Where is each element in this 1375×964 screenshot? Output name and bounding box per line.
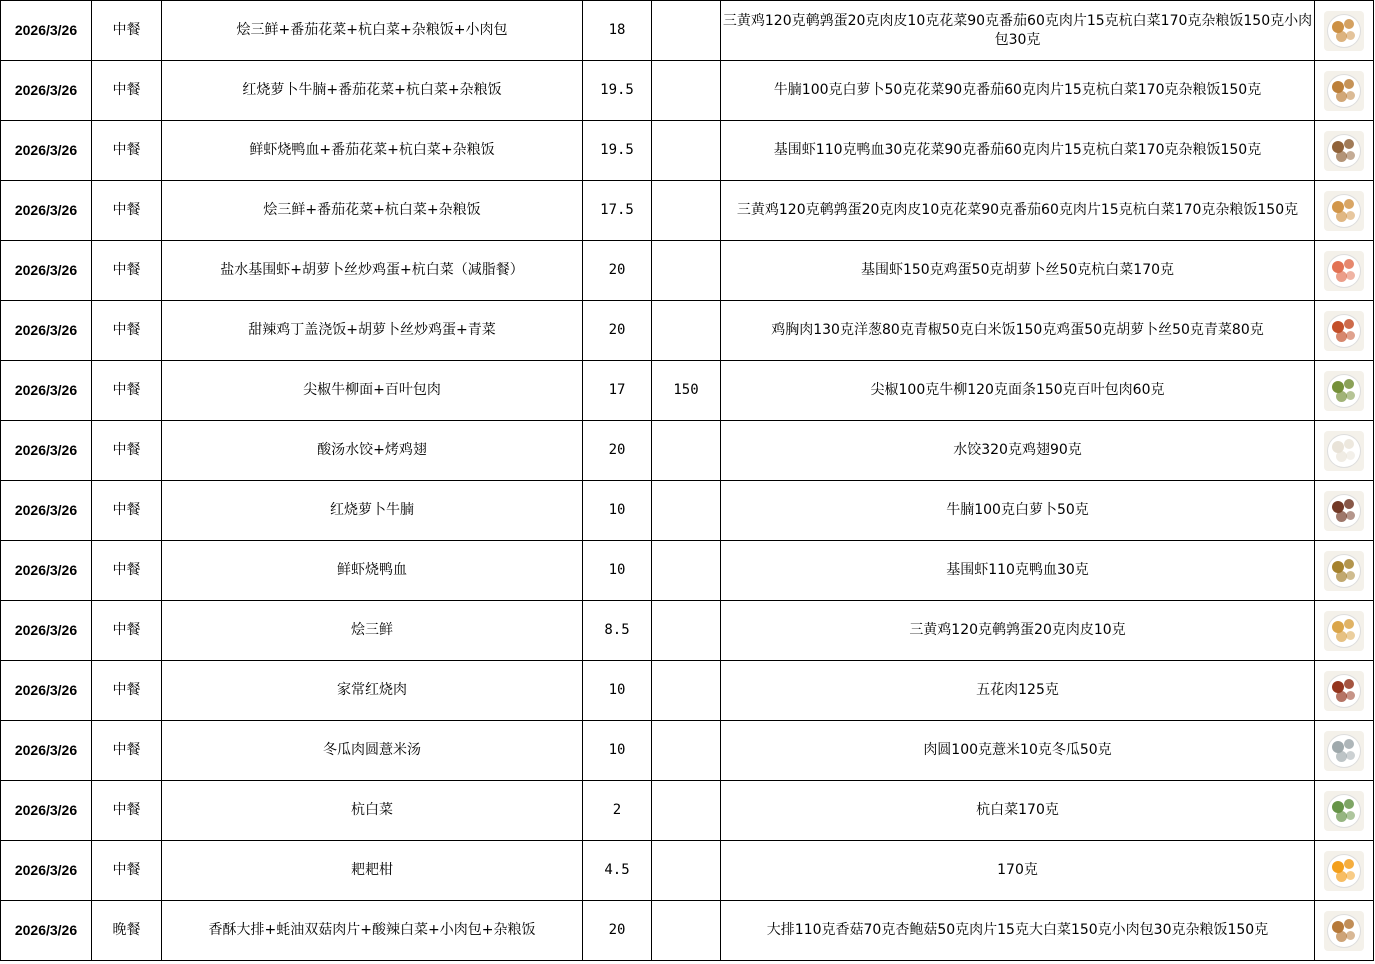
date-cell[interactable] xyxy=(1,721,92,781)
dish-cell[interactable] xyxy=(162,661,583,721)
noodle-bowl-photo xyxy=(1324,371,1364,411)
price-text: 20 xyxy=(608,322,626,338)
date-cell[interactable] xyxy=(1,781,92,841)
ingredients-text: 杭白菜170克 xyxy=(976,802,1059,818)
price-cell[interactable] xyxy=(583,61,652,121)
dish-cell[interactable] xyxy=(162,181,583,241)
meal-tray-photo xyxy=(1324,191,1364,231)
dish-text: 酸汤水饺+烤鸡翅 xyxy=(317,442,427,458)
price-cell[interactable] xyxy=(583,661,652,721)
price-cell[interactable] xyxy=(583,121,652,181)
food-blob xyxy=(1346,391,1355,400)
menu-row[interactable] xyxy=(1,1,1374,61)
dish-cell[interactable] xyxy=(162,61,583,121)
dish-cell[interactable] xyxy=(162,301,583,361)
date-text: 2026/3/26 xyxy=(14,502,78,518)
meal-text: 中餐 xyxy=(112,142,141,158)
quantity-cell[interactable] xyxy=(652,1,721,61)
date-text: 2026/3/26 xyxy=(14,622,78,638)
food-blob xyxy=(1346,691,1355,700)
meal-cell[interactable] xyxy=(92,181,162,241)
chicken-dish-photo xyxy=(1324,311,1364,351)
food-blob xyxy=(1346,631,1355,640)
meal-text: 中餐 xyxy=(112,322,141,338)
meal-text: 中餐 xyxy=(112,22,141,38)
price-text: 17 xyxy=(608,382,626,398)
quantity-cell[interactable] xyxy=(652,901,721,961)
price-text: 19.5 xyxy=(600,142,634,158)
menu-row[interactable] xyxy=(1,601,1374,661)
food-blob xyxy=(1344,379,1354,389)
price-cell[interactable] xyxy=(583,361,652,421)
food-blob xyxy=(1344,439,1354,449)
meal-text: 中餐 xyxy=(112,622,141,638)
menu-row[interactable] xyxy=(1,241,1374,301)
meal-cell[interactable] xyxy=(92,1,162,61)
meal-text: 中餐 xyxy=(112,742,141,758)
meal-cell[interactable] xyxy=(92,841,162,901)
meal-text: 中餐 xyxy=(112,82,141,98)
price-text: 10 xyxy=(608,562,626,578)
meal-text: 中餐 xyxy=(112,682,141,698)
food-blob xyxy=(1346,31,1355,40)
date-cell[interactable] xyxy=(1,1,92,61)
price-text: 8.5 xyxy=(604,622,630,638)
dish-text: 鲜虾烧鸭血 xyxy=(337,562,407,578)
meal-cell[interactable] xyxy=(92,541,162,601)
dish-text: 红烧萝卜牛腩+番茄花菜+杭白菜+杂粮饭 xyxy=(242,82,502,98)
ingredients-text: 大排110克香菇70克杏鲍菇50克肉片15克大白菜150克小肉包30克杂粮饭150克 xyxy=(766,922,1269,938)
ingredients-cell[interactable] xyxy=(721,361,1315,421)
date-text: 2026/3/26 xyxy=(14,742,78,758)
price-cell[interactable] xyxy=(583,781,652,841)
ingredients-text: 170克 xyxy=(997,862,1038,878)
ingredients-text: 牛腩100克白萝卜50克 xyxy=(946,502,1089,518)
ingredients-cell[interactable] xyxy=(721,601,1315,661)
ingredients-cell[interactable] xyxy=(721,781,1315,841)
date-text: 2026/3/26 xyxy=(14,802,78,818)
food-blob xyxy=(1344,739,1354,749)
ingredients-text: 三黄鸡120克鹌鹑蛋20克肉皮10克花菜90克番茄60克肉片15克杭白菜170克杂粮饭150克小肉包30克 xyxy=(722,12,1313,48)
quantity-cell[interactable] xyxy=(652,121,721,181)
meal-cell[interactable] xyxy=(92,121,162,181)
photo-cell[interactable] xyxy=(1315,481,1374,541)
braised-pork-photo xyxy=(1324,671,1364,711)
date-text: 2026/3/26 xyxy=(14,562,78,578)
quantity-cell[interactable] xyxy=(652,301,721,361)
quantity-cell[interactable] xyxy=(652,481,721,541)
quantity-cell[interactable] xyxy=(652,541,721,601)
date-cell[interactable] xyxy=(1,661,92,721)
menu-row[interactable] xyxy=(1,781,1374,841)
date-text: 2026/3/26 xyxy=(14,82,78,98)
food-blob xyxy=(1344,619,1354,629)
photo-cell[interactable] xyxy=(1315,301,1374,361)
ingredients-text: 基围虾110克鸭血30克 xyxy=(946,562,1089,578)
ingredients-text: 基围虾110克鸭血30克花菜90克番茄60克肉片15克杭白菜170克杂粮饭150克 xyxy=(773,142,1262,158)
date-cell[interactable] xyxy=(1,541,92,601)
food-blob xyxy=(1346,271,1355,280)
date-text: 2026/3/26 xyxy=(14,22,78,38)
price-text: 19.5 xyxy=(600,82,634,98)
menu-row[interactable] xyxy=(1,661,1374,721)
food-blob xyxy=(1344,679,1354,689)
price-cell[interactable] xyxy=(583,181,652,241)
menu-row[interactable] xyxy=(1,901,1374,961)
food-blob xyxy=(1346,331,1355,340)
date-text: 2026/3/26 xyxy=(14,322,78,338)
quantity-cell[interactable] xyxy=(652,601,721,661)
menu-row[interactable] xyxy=(1,61,1374,121)
date-cell[interactable] xyxy=(1,421,92,481)
price-text: 20 xyxy=(608,922,626,938)
dish-cell[interactable] xyxy=(162,721,583,781)
date-cell[interactable] xyxy=(1,181,92,241)
dumpling-bowl-photo xyxy=(1324,431,1364,471)
price-text: 10 xyxy=(608,742,626,758)
price-cell[interactable] xyxy=(583,601,652,661)
date-text: 2026/3/26 xyxy=(14,862,78,878)
dish-text: 烩三鲜+番茄花菜+杭白菜+杂粮饭 xyxy=(263,202,481,218)
meal-tray-photo xyxy=(1324,71,1364,111)
dish-text: 盐水基围虾+胡萝卜丝炒鸡蛋+杭白菜（减脂餐） xyxy=(220,262,524,278)
price-text: 4.5 xyxy=(604,862,630,878)
dish-text: 甜辣鸡丁盖浇饭+胡萝卜丝炒鸡蛋+青菜 xyxy=(248,322,496,338)
ingredients-cell[interactable] xyxy=(721,661,1315,721)
braised-beef-photo xyxy=(1324,491,1364,531)
meal-cell[interactable] xyxy=(92,601,162,661)
dish-text: 鲜虾烧鸭血+番茄花菜+杭白菜+杂粮饭 xyxy=(249,142,495,158)
meal-tray-photo xyxy=(1324,11,1364,51)
menu-row[interactable] xyxy=(1,421,1374,481)
menu-row[interactable] xyxy=(1,121,1374,181)
ingredients-text: 三黄鸡120克鹌鹑蛋20克肉皮10克 xyxy=(909,622,1126,638)
photo-cell[interactable] xyxy=(1315,721,1374,781)
ingredients-cell[interactable] xyxy=(721,301,1315,361)
greens-photo xyxy=(1324,791,1364,831)
date-text: 2026/3/26 xyxy=(14,262,78,278)
dish-cell[interactable] xyxy=(162,121,583,181)
meal-cell[interactable] xyxy=(92,901,162,961)
ingredients-cell[interactable] xyxy=(721,421,1315,481)
mixed-stew-photo xyxy=(1324,611,1364,651)
meal-cell[interactable] xyxy=(92,721,162,781)
food-blob xyxy=(1346,571,1355,580)
price-text: 10 xyxy=(608,502,626,518)
dish-text: 家常红烧肉 xyxy=(337,682,407,698)
food-blob xyxy=(1344,919,1354,929)
photo-cell[interactable] xyxy=(1315,781,1374,841)
dish-cell[interactable] xyxy=(162,361,583,421)
dish-text: 烩三鲜 xyxy=(351,622,393,638)
dish-cell[interactable] xyxy=(162,541,583,601)
ingredients-cell[interactable] xyxy=(721,241,1315,301)
menu-row[interactable] xyxy=(1,301,1374,361)
ingredients-text: 基围虾150克鸡蛋50克胡萝卜丝50克杭白菜170克 xyxy=(860,262,1175,278)
photo-cell[interactable] xyxy=(1315,1,1374,61)
meal-text: 中餐 xyxy=(112,442,141,458)
orange-fruit-photo xyxy=(1324,851,1364,891)
date-cell[interactable] xyxy=(1,361,92,421)
date-cell[interactable] xyxy=(1,301,92,361)
menu-row[interactable] xyxy=(1,541,1374,601)
date-text: 2026/3/26 xyxy=(14,382,78,398)
ingredients-text: 五花肉125克 xyxy=(976,682,1059,698)
meal-cell[interactable] xyxy=(92,301,162,361)
ingredients-text: 三黄鸡120克鹌鹑蛋20克肉皮10克花菜90克番茄60克肉片15克杭白菜170克杂粮饭150克 xyxy=(736,202,1299,218)
food-blob xyxy=(1344,139,1354,149)
menu-row[interactable] xyxy=(1,481,1374,541)
dish-cell[interactable] xyxy=(162,601,583,661)
price-cell[interactable] xyxy=(583,481,652,541)
photo-cell[interactable] xyxy=(1315,661,1374,721)
food-blob xyxy=(1344,499,1354,509)
ingredients-text: 水饺320克鸡翅90克 xyxy=(953,442,1082,458)
price-text: 17.5 xyxy=(600,202,634,218)
dish-text: 红烧萝卜牛腩 xyxy=(330,502,414,518)
meal-cell[interactable] xyxy=(92,661,162,721)
meal-cell[interactable] xyxy=(92,781,162,841)
soup-bowl-photo xyxy=(1324,731,1364,771)
date-text: 2026/3/26 xyxy=(14,922,78,938)
date-cell[interactable] xyxy=(1,841,92,901)
ingredients-cell[interactable] xyxy=(721,841,1315,901)
date-cell[interactable] xyxy=(1,601,92,661)
food-blob xyxy=(1344,799,1354,809)
food-blob xyxy=(1344,559,1354,569)
ingredients-cell[interactable] xyxy=(721,121,1315,181)
ingredients-text: 牛腩100克白萝卜50克花菜90克番茄60克肉片15克杭白菜170克杂粮饭150克 xyxy=(773,82,1262,98)
price-cell[interactable] xyxy=(583,301,652,361)
price-cell[interactable] xyxy=(583,541,652,601)
food-blob xyxy=(1346,751,1355,760)
meal-tray-photo xyxy=(1324,131,1364,171)
food-blob xyxy=(1346,451,1355,460)
dish-text: 冬瓜肉圆薏米汤 xyxy=(323,742,421,758)
price-cell[interactable] xyxy=(583,901,652,961)
shrimp-dish-photo xyxy=(1324,551,1364,591)
dish-cell[interactable] xyxy=(162,481,583,541)
date-cell[interactable] xyxy=(1,481,92,541)
date-cell[interactable] xyxy=(1,121,92,181)
dish-text: 杭白菜 xyxy=(351,802,393,818)
quantity-cell[interactable] xyxy=(652,721,721,781)
ingredients-cell[interactable] xyxy=(721,181,1315,241)
meal-cell[interactable] xyxy=(92,241,162,301)
menu-row[interactable] xyxy=(1,721,1374,781)
food-blob xyxy=(1346,511,1355,520)
dish-cell[interactable] xyxy=(162,901,583,961)
ingredients-text: 鸡胸肉130克洋葱80克青椒50克白米饭150克鸡蛋50克胡萝卜丝50克青菜80克 xyxy=(771,322,1264,338)
ingredients-cell[interactable] xyxy=(721,61,1315,121)
photo-cell[interactable] xyxy=(1315,421,1374,481)
price-text: 20 xyxy=(608,442,626,458)
photo-cell[interactable] xyxy=(1315,241,1374,301)
diet-meal-photo xyxy=(1324,251,1364,291)
dish-cell[interactable] xyxy=(162,781,583,841)
quantity-cell[interactable] xyxy=(652,61,721,121)
meal-cell[interactable] xyxy=(92,61,162,121)
meal-cell[interactable] xyxy=(92,481,162,541)
dish-text: 烩三鲜+番茄花菜+杭白菜+杂粮饭+小肉包 xyxy=(236,22,508,38)
food-blob xyxy=(1344,199,1354,209)
food-blob xyxy=(1344,319,1354,329)
quantity-text: 150 xyxy=(673,382,699,398)
price-cell[interactable] xyxy=(583,1,652,61)
quantity-cell[interactable] xyxy=(652,841,721,901)
ingredients-cell[interactable] xyxy=(721,481,1315,541)
price-cell[interactable] xyxy=(583,241,652,301)
meal-tray-photo xyxy=(1324,911,1364,951)
food-blob xyxy=(1344,19,1354,29)
photo-cell[interactable] xyxy=(1315,541,1374,601)
photo-cell[interactable] xyxy=(1315,601,1374,661)
food-blob xyxy=(1344,859,1354,869)
food-blob xyxy=(1346,91,1355,100)
food-blob xyxy=(1346,151,1355,160)
meal-text: 中餐 xyxy=(112,202,141,218)
dish-text: 尖椒牛柳面+百叶包肉 xyxy=(303,382,441,398)
dish-cell[interactable] xyxy=(162,1,583,61)
food-blob xyxy=(1346,931,1355,940)
price-cell[interactable] xyxy=(583,841,652,901)
menu-row[interactable] xyxy=(1,361,1374,421)
meal-text: 中餐 xyxy=(112,562,141,578)
meal-cell[interactable] xyxy=(92,361,162,421)
quantity-cell[interactable] xyxy=(652,421,721,481)
photo-cell[interactable] xyxy=(1315,181,1374,241)
price-text: 2 xyxy=(612,802,622,818)
price-text: 18 xyxy=(608,22,626,38)
dish-cell[interactable] xyxy=(162,421,583,481)
food-blob xyxy=(1346,871,1355,880)
meal-text: 晚餐 xyxy=(112,922,141,938)
menu-row[interactable] xyxy=(1,181,1374,241)
food-blob xyxy=(1346,811,1355,820)
date-text: 2026/3/26 xyxy=(14,142,78,158)
dish-cell[interactable] xyxy=(162,841,583,901)
dish-cell[interactable] xyxy=(162,241,583,301)
ingredients-cell[interactable] xyxy=(721,721,1315,781)
ingredients-cell[interactable] xyxy=(721,541,1315,601)
price-cell[interactable] xyxy=(583,721,652,781)
date-cell[interactable] xyxy=(1,901,92,961)
quantity-cell[interactable] xyxy=(652,241,721,301)
date-text: 2026/3/26 xyxy=(14,202,78,218)
ingredients-text: 肉圆100克薏米10克冬瓜50克 xyxy=(923,742,1112,758)
meal-text: 中餐 xyxy=(112,382,141,398)
meal-cell[interactable] xyxy=(92,421,162,481)
photo-cell[interactable] xyxy=(1315,121,1374,181)
meal-text: 中餐 xyxy=(112,502,141,518)
dish-text: 香酥大排+蚝油双菇肉片+酸辣白菜+小肉包+杂粮饭 xyxy=(208,922,536,938)
food-blob xyxy=(1344,259,1354,269)
date-cell[interactable] xyxy=(1,61,92,121)
price-cell[interactable] xyxy=(583,421,652,481)
date-cell[interactable] xyxy=(1,241,92,301)
quantity-cell[interactable] xyxy=(652,181,721,241)
price-text: 10 xyxy=(608,682,626,698)
food-blob xyxy=(1346,211,1355,220)
price-text: 20 xyxy=(608,262,626,278)
ingredients-text: 尖椒100克牛柳120克面条150克百叶包肉60克 xyxy=(870,382,1165,398)
quantity-cell[interactable] xyxy=(652,661,721,721)
photo-cell[interactable] xyxy=(1315,901,1374,961)
ingredients-cell[interactable] xyxy=(721,1,1315,61)
dish-text: 耙耙柑 xyxy=(351,862,393,878)
quantity-cell[interactable] xyxy=(652,361,721,421)
photo-cell[interactable] xyxy=(1315,61,1374,121)
photo-cell[interactable] xyxy=(1315,841,1374,901)
meal-text: 中餐 xyxy=(112,802,141,818)
date-text: 2026/3/26 xyxy=(14,442,78,458)
food-blob xyxy=(1344,79,1354,89)
menu-row[interactable] xyxy=(1,841,1374,901)
meal-text: 中餐 xyxy=(112,262,141,278)
photo-cell[interactable] xyxy=(1315,361,1374,421)
date-text: 2026/3/26 xyxy=(14,682,78,698)
meal-text: 中餐 xyxy=(112,862,141,878)
quantity-cell[interactable] xyxy=(652,781,721,841)
menu-table-body xyxy=(1,1,1374,961)
ingredients-cell[interactable] xyxy=(721,901,1315,961)
